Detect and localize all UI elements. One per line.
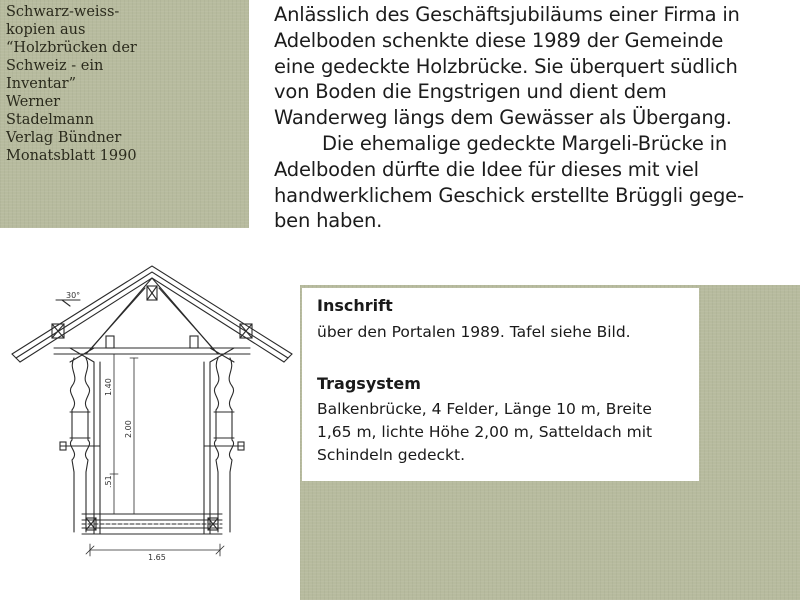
credit-line: Monatsblatt 1990 [6,148,137,164]
spec-card [302,288,699,481]
description-line: eine gedeckte Holzbrücke. Sie überquert südlich [274,54,738,78]
credit-panel [0,0,249,228]
bridge-cross-section-drawing [10,262,300,600]
credit-line: Stadelmann [6,112,94,128]
tragsystem-line: Schindeln gedeckt. [317,446,465,464]
inschrift-heading: Inschrift [317,296,393,315]
tragsystem-heading: Tragsystem [317,374,421,393]
description-line: Anlässlich des Geschäftsjubiläums einer Firma in [274,3,740,26]
description-line: handwerklichem Geschick erstellte Brüggli gege- [274,183,744,207]
description-line: Wanderweg längs dem Gewässer als Übergang. [274,106,732,130]
credit-line: kopien aus [6,22,86,38]
width-label: 1.65 [148,553,166,562]
height-label-clear: 2.00 [124,420,133,438]
height-label-lower: .51 [104,475,113,488]
description-line: Adelboden schenkte diese 1989 der Gemeinde [274,28,724,52]
inschrift-line: über den Portalen 1989. Tafel siehe Bild. [317,323,631,341]
tragsystem-line: Balkenbrücke, 4 Felder, Länge 10 m, Breite [317,400,652,418]
credit-line: Verlag Bündner [6,130,122,146]
description-text [274,2,794,234]
description-line: von Boden die Engstrigen und dient dem [274,80,667,104]
deck [82,514,222,534]
tragsystem-text [317,398,652,467]
description-line: Adelboden dürfte die Idee für dieses mit viel [274,157,699,181]
description-line: ben haben. [274,209,383,233]
credit-line: “Holzbrücken der [6,40,137,56]
roof-angle-label: 30° [66,291,81,300]
credit-line: Schwarz-weiss- [6,4,120,20]
credit-line: Schweiz - ein [6,58,104,74]
credit-line: Inventar” [6,76,76,92]
inschrift-text [317,321,631,344]
image-credit [6,3,246,165]
description-line: Die ehemalige gedeckte Margeli-Brücke in [322,131,727,155]
height-label-upper: 1.40 [104,378,113,396]
tragsystem-line: 1,65 m, lichte Höhe 2,00 m, Satteldach mit [317,423,653,441]
tie-beam [52,324,252,362]
credit-line: Werner [6,94,61,110]
